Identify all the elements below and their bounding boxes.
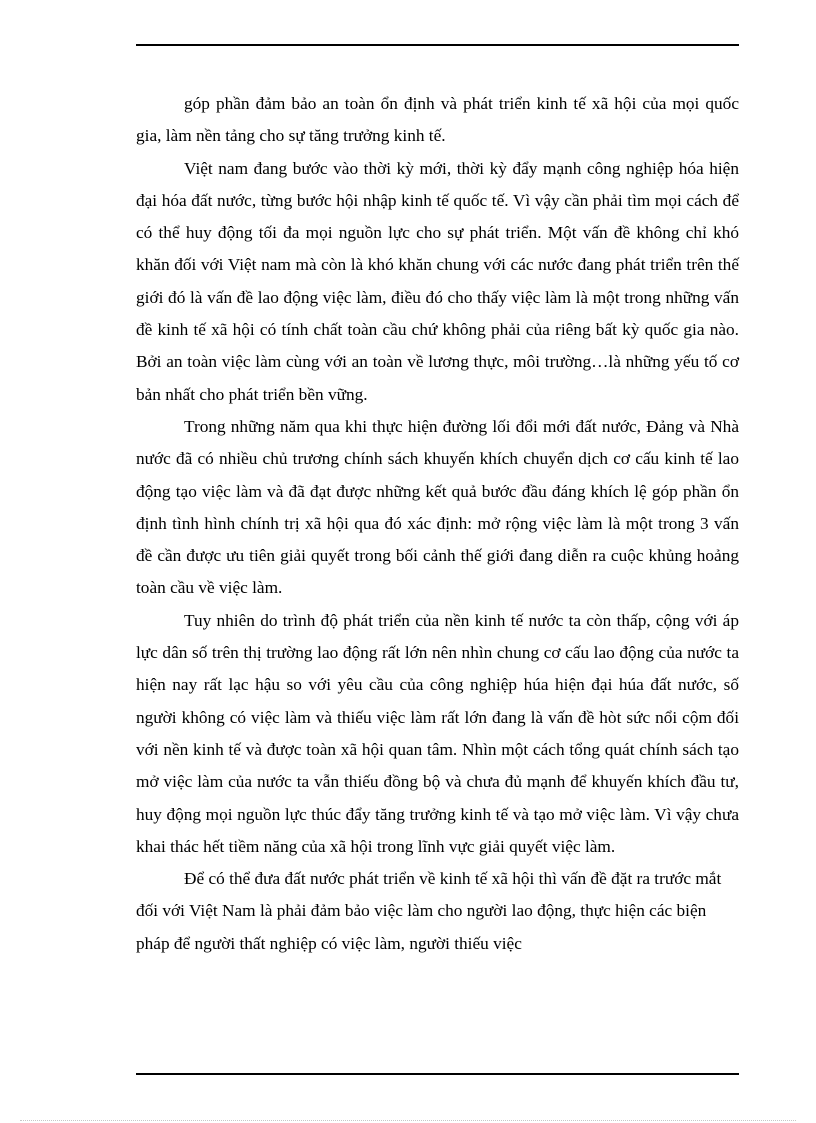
paragraph-5: Để có thể đưa đất nước phát triển về kinh tế xã hội thì vấn đề đặt ra trước mắt đối với Việt Nam là phải đảm bảo việc làm cho người lao động, thực hiện các biện pháp để người thất nghiệp có việc làm, người thiếu việc xyxy=(136,869,722,953)
paragraph-1: góp phần đảm bảo an toàn ổn định và phát triển kinh tế xã hội của mọi quốc gia, làm nền tảng cho sự tăng trưởng kinh tế. xyxy=(136,94,739,146)
paragraph-4: Tuy nhiên do trình độ phát triển của nền kinh tế nước ta còn thấp, cộng với áp lực dân số trên thị trường lao động rất lớn nên nhìn chung cơ cấu lao động của nước ta hiện nay rất lạc hậu so với yêu cầu của công nghiệp húa hiện đại húa đất nước, số người không có việc làm và thiếu việc làm rất lớn đang là vấn đề hòt sức nổi cộm đối với nền kinh tế và được toàn xã hội quan tâm. Nhìn một cách tổng quát chính sách tạo mở việc làm của nước ta vẫn thiếu đồng bộ và chưa đủ mạnh để khuyến khích đầu tư, huy động mọi nguồn lực thúc đẩy tăng trưởng kinh tế và tạo mở việc làm. Vì vậy chưa khai thác hết tiềm năng của xã hội trong lĩnh vực giải quyết việc làm. xyxy=(136,610,739,856)
page-bottom-edge xyxy=(20,1120,796,1121)
paragraph-2: Việt nam đang bước vào thời kỳ mới, thời kỳ đẩy mạnh công nghiệp hóa hiện đại hóa đất nước, từng bước hội nhập kinh tế quốc tế. Vì vậy cần phải tìm mọi cách để có thể huy động tối đa mọi nguồn lực cho sự phát triển. Một vấn đề không chỉ khó khăn đối với Việt nam mà còn là khó khăn chung với các nước đang phát triển trên thế giới đó là vấn đề lao động việc làm, điều đó cho thấy việc làm là một trong những vấn đề kinh tế xã hội có tính chất toàn cầu chứ không phải của riêng bất kỳ quốc gia nào. Bởi an toàn việc làm cùng với an toàn về lương thực, môi trường…là những yếu tố cơ bản nhất cho phát triển bền vững. xyxy=(136,158,739,404)
paragraph-3: Trong những năm qua khi thực hiện đường lối đổi mới đất nước, Đảng và Nhà nước đã có nhiều chủ trương chính sách khuyến khích chuyển dịch cơ cấu kinh tế lao động tạo việc làm và đã đạt được những kết quả bước đầu đáng khích lệ góp phần ổn định tình hình chính trị xã hội qua đó xác định: mở rộng việc làm là một trong 3 vấn đề cần được ưu tiên giải quyết trong bối cảnh thế giới đang diễn ra cuộc khủng hoảng toàn cầu về việc làm. xyxy=(136,416,739,598)
footer-rule xyxy=(136,1073,739,1075)
document-body xyxy=(136,88,739,960)
header-rule xyxy=(136,44,739,46)
